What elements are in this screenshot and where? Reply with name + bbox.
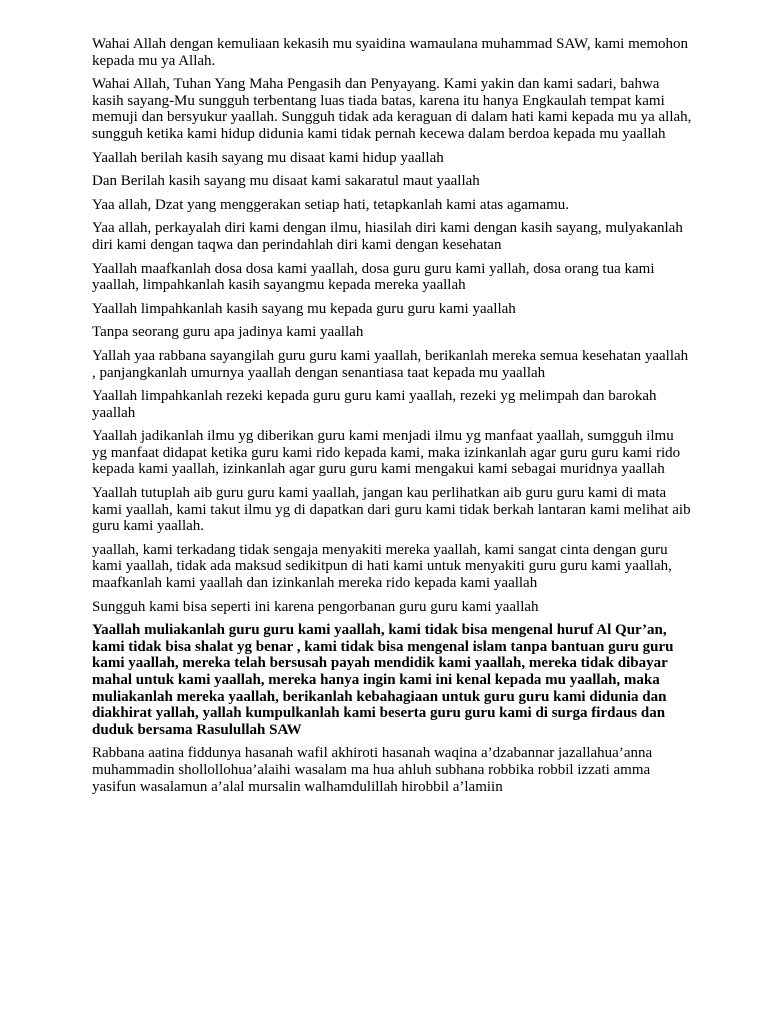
paragraph-3: Yaallah berilah kasih sayang mu disaat kami hidup yaallah — [92, 149, 444, 166]
paragraph-16-bold: Yaallah muliakanlah guru guru kami yaallah, kami tidak bisa mengenal huruf Al Qur’an, kami tidak bisa shalat yg benar , kami tidak bisa mengenal islam tanpa bantuan guru guru kami yaallah, mereka telah bersusah payah mendidik kami yaallah, mereka tidak dibayar mahal untuk kami yaallah, mereka hanya ingin kami ini kenal kepada mu yaallah, maka muliakanlah mereka yaallah, berikanlah kebahagiaan untuk guru guru kami didunia dan diakhirat yallah, yallah kumpulkanlah kami beserta guru guru kami di surga firdaus dan duduk bersama Rasulullah SAW — [92, 622, 674, 738]
paragraph-2: Wahai Allah, Tuhan Yang Maha Pengasih dan Penyayang. Kami yakin dan kami sadari, bahwa kasih sayang-Mu sungguh terbentang luas tiada batas, karena itu hanya Engkaulah tempat kami memuji dan bersyukur yaallah. Sungguh tidak ada keraguan di dalam hati kami kepada mu ya allah, sungguh ketika kami hidup didunia kami tidak pernah kecewa dalam berdoa kepada mu yaallah — [92, 76, 692, 142]
document-page — [92, 36, 692, 802]
paragraph-10: Yallah yaa rabbana sayangilah guru guru kami yaallah, berikanlah mereka semua kesehatan yaallah , panjangkanlah umurnya yaallah dengan senantiasa taat kepada mu yaallah — [92, 347, 689, 381]
paragraph-12: Yaallah jadikanlah ilmu yg diberikan guru kami menjadi ilmu yg manfaat yaallah, sumgguh ilmu yg manfaat didapat ketika guru kami rido kepada kami, maka izinkanlah agar guru guru kami rido kepada kami yaallah, izinkanlah agar guru guru kami mengakui kami sebagai muridnya yaallah — [92, 428, 681, 478]
paragraph-9: Tanpa seorang guru apa jadinya kami yaallah — [92, 324, 364, 341]
paragraph-13: Yaallah tutuplah aib guru guru kami yaallah, jangan kau perlihatkan aib guru guru kami di mata kami yaallah, kami takut ilmu yg di dapatkan dari guru kami tidak berkah lantaran kami melihat aib guru kami yaallah. — [92, 485, 691, 535]
paragraph-11: Yaallah limpahkanlah rezeki kepada guru guru kami yaallah, rezeki yg melimpah dan barokah yaallah — [92, 388, 657, 421]
paragraph-4: Dan Berilah kasih sayang mu disaat kami sakaratul maut yaallah — [92, 173, 480, 190]
paragraph-7: Yaallah maafkanlah dosa dosa kami yaallah, dosa guru guru kami yallah, dosa orang tua kami yaallah, limpahkanlah kasih sayangmu kepada mereka yaallah — [92, 260, 655, 294]
paragraph-1: Wahai Allah dengan kemuliaan kekasih mu syaidina wamaulana muhammad SAW, kami memohon kepada mu ya Allah. — [92, 36, 689, 69]
paragraph-15: Sungguh kami bisa seperti ini karena pengorbanan guru guru kami yaallah — [92, 598, 539, 615]
paragraph-14: yaallah, kami terkadang tidak sengaja menyakiti mereka yaallah, kami sangat cinta dengan guru kami yaallah, tidak ada maksud sedikitpun di hati kami untuk menyakiti guru guru kami yaallah, maafkanlah kami yaallah dan izinkanlah mereka rido kepada kami yaallah — [92, 541, 672, 592]
paragraph-17: Rabbana aatina fiddunya hasanah wafil akhiroti hasanah waqina a’dzabannar jazallahua’anna muhammadin shollollohua’alaihi wasalam ma hua ahluh subhana robbika robbil izzati amma yasifun wasalamun a’alal mursalin walhamdulillah hirobbil a’lamiin — [92, 745, 653, 795]
paragraph-5: Yaa allah, Dzat yang menggerakan setiap hati, tetapkanlah kami atas agamamu. — [92, 196, 570, 213]
paragraph-8: Yaallah limpahkanlah kasih sayang mu kepada guru guru kami yaallah — [92, 300, 516, 317]
paragraph-6: Yaa allah, perkayalah diri kami dengan ilmu, hiasilah diri kami dengan kasih sayang, mulyakanlah diri kami dengan taqwa dan perindahlah diri kami dengan kesehatan — [92, 220, 683, 253]
